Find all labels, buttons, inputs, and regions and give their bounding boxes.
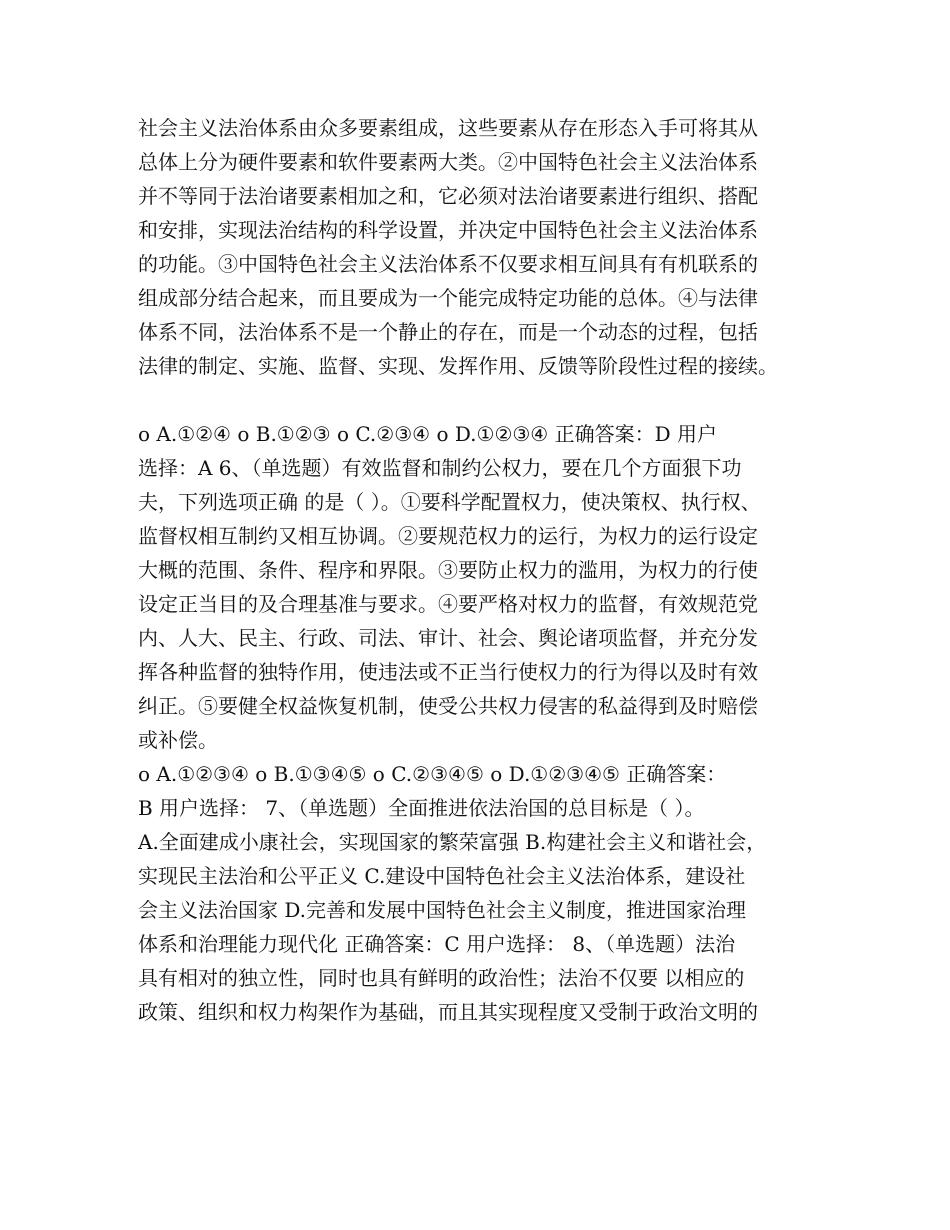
text-line: 和安排，实现法治结构的科学设置，并决定中国特色社会主义法治体系	[138, 218, 758, 242]
text-line: 实现民主法治和公平正义 C.建设中国特色社会主义法治体系，建设社	[138, 864, 746, 888]
text-line: 纠正。⑤要健全权益恢复机制，使受公共权力侵害的私益得到及时赔偿	[138, 694, 758, 718]
text-line: 内、人大、民主、行政、司法、审计、社会、舆论诸项监督，并充分发	[138, 626, 758, 650]
text-line: B 用户选择： 7、（单选题）全面推进依法治国的总目标是（ ）。	[138, 796, 705, 820]
document-body	[138, 111, 838, 1029]
text-line: 会主义法治国家 D.完善和发展中国特色社会主义制度，推进国家治理	[138, 898, 747, 922]
text-line: 监督权相互制约又相互协调。②要规范权力的运行，为权力的运行设定	[138, 524, 758, 548]
text-line: A.全面建成小康社会，实现国家的繁荣富强 B.构建社会主义和谐社会，	[138, 830, 767, 854]
text-line: 夫，下列选项正确 的是（ ）。①要科学配置权力，使决策权、执行权、	[138, 490, 761, 514]
text-line: 大概的范围、条件、程序和界限。③要防止权力的滥用，为权力的行使	[138, 558, 758, 582]
text-line: 或补偿。	[138, 728, 218, 752]
text-line: 选择：A 6、（单选题）有效监督和制约公权力，要在几个方面狠下功	[138, 456, 742, 480]
paragraph-gap	[138, 383, 838, 417]
text-line: 社会主义法治体系由众多要素组成，这些要素从存在形态入手可将其从	[138, 116, 758, 140]
text-line: 法律的制定、实施、监督、实现、发挥作用、反馈等阶段性过程的接续。	[138, 354, 778, 378]
text-line: 并不等同于法治诸要素相加之和，它必须对法治诸要素进行组织、搭配	[138, 184, 758, 208]
text-line: 总体上分为硬件要素和软件要素两大类。②中国特色社会主义法治体系	[138, 150, 758, 174]
text-line: 的功能。③中国特色社会主义法治体系不仅要求相互间具有有机联系的	[138, 252, 758, 276]
text-line: o A.①②④ o B.①②③ o C.②③④ o D.①②③④ 正确答案：D 用户	[138, 422, 717, 446]
text-line: 政策、组织和权力构架作为基础，而且其实现程度又受制于政治文明的	[138, 1000, 758, 1024]
text-line: 体系不同，法治体系不是一个静止的存在，而是一个动态的过程，包括	[138, 320, 758, 344]
text-line: 挥各种监督的独特作用，使违法或不正当行使权力的行为得以及时有效	[138, 660, 758, 684]
text-line: 体系和治理能力现代化 正确答案：C 用户选择： 8、（单选题）法治	[138, 932, 736, 956]
text-line: 设定正当目的及合理基准与要求。④要严格对权力的监督，有效规范党	[138, 592, 758, 616]
text-line: o A.①②③④ o B.①③④⑤ o C.②③④⑤ o D.①②③④⑤ 正确答案：	[138, 762, 727, 786]
text-line: 组成部分结合起来，而且要成为一个能完成特定功能的总体。④与法律	[138, 286, 758, 310]
paragraph-2	[138, 417, 838, 1029]
text-line: 具有相对的独立性，同时也具有鲜明的政治性；法治不仅要 以相应的	[138, 966, 745, 990]
paragraph-1	[138, 111, 838, 383]
